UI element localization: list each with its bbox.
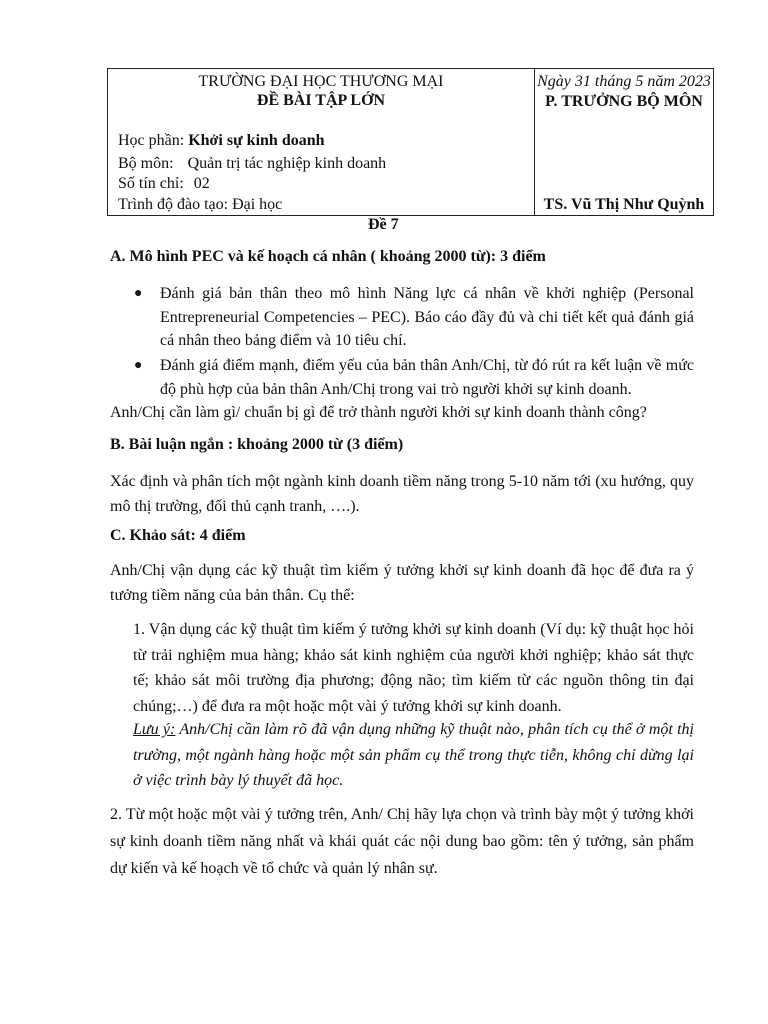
dept-head-title: P. TRƯỞNG BỘ MÔN (545, 93, 703, 110)
credits-value: 02 (193, 175, 210, 192)
header-left-cell (108, 69, 535, 215)
section-c-item-1: 1. Vận dụng các kỹ thuật tìm kiếm ý tưởng khởi sự kinh doanh (Ví dụ: kỹ thuật học hỏi từ trải nghiệm mua hàng; khảo sát kinh nghiệm của người khởi nghiệp; khảo sát thực tế; khảo sát môi trường địa phương; động não; tìm kiếm từ các nguồn thông tin đại chúng;…) để đưa ra một hoặc một vài ý tưởng khởi sự kinh doanh. (133, 621, 694, 715)
section-c-note (133, 717, 694, 794)
training-level-value: Đại học (232, 196, 283, 213)
section-c-heading: C. Khảo sát: 4 điểm (110, 527, 246, 544)
department-value: Quản trị tác nghiệp kinh doanh (187, 155, 387, 172)
course-line (118, 131, 325, 151)
section-c-item-2: 2. Từ một hoặc một vài ý tưởng trên, Anh/ Chị hãy lựa chọn và trình bày một ý tưởng khởi sự kinh doanh tiềm năng nhất và khái quát các nội dung bao gồm: tên ý tưởng, sản phẩm dự kiến và kế hoạch về tổ chức và quản lý nhân sự. (110, 806, 694, 877)
school-name: TRƯỜNG ĐẠI HỌC THƯƠNG MẠI (198, 73, 444, 90)
exam-number: Đề 7 (368, 216, 399, 233)
signer-name: TS. Vũ Thị Như Quỳnh (543, 196, 705, 213)
credits-label: Số tín chỉ: (118, 175, 184, 192)
section-a-heading: A. Mô hình PEC và kế hoạch cá nhân ( khoảng 2000 từ): 3 điểm (110, 248, 546, 265)
issue-date: Ngày 31 tháng 5 năm 2023 (537, 73, 711, 90)
bullet-icon: ● (134, 286, 143, 301)
training-level-line (118, 195, 282, 215)
bullet-icon: ● (134, 358, 143, 373)
credits-line (118, 174, 210, 194)
bullet-text: Đánh giá điểm mạnh, điểm yếu của bản thân Anh/Chị, từ đó rút ra kết luận về mức độ phù hợp của bản thân Anh/Chị trong vai trò người khởi sự kinh doanh. (160, 357, 694, 398)
section-b-heading: B. Bài luận ngắn : khoảng 2000 từ (3 điểm) (110, 436, 404, 453)
document-title: ĐỀ BÀI TẬP LỚN (256, 92, 386, 109)
course-label: Học phần: (118, 132, 189, 149)
course-value: Khởi sự kinh doanh (188, 132, 325, 149)
section-c-intro: Anh/Chị vận dụng các kỹ thuật tìm kiếm ý tưởng khởi sự kinh doanh đã học để đưa ra ý tưởng tiềm năng của bản thân. Cụ thể: (110, 562, 694, 604)
department-line (118, 154, 386, 174)
header-table (107, 68, 714, 216)
section-b-text: Xác định và phân tích một ngành kinh doanh tiềm năng trong 5-10 năm tới (xu hướng, quy mô thị trường, đối thủ cạnh tranh, ….). (110, 473, 694, 515)
department-label: Bộ môn: (118, 155, 174, 172)
training-level-label: Trình độ đào tạo: (118, 196, 233, 213)
section-a-closing: Anh/Chị cần làm gì/ chuẩn bị gì để trở thành người khởi sự kinh doanh thành công? (110, 404, 647, 421)
note-label: Lưu ý: (133, 721, 176, 738)
header-right-cell (535, 69, 713, 215)
bullet-text: Đánh giá bản thân theo mô hình Năng lực cá nhân về khởi nghiệp (Personal Entrepreneurial Competencies – PEC). Báo cáo đầy đủ và chi tiết kết quả đánh giá cá nhân theo bảng điểm và 10 tiêu chí. (160, 285, 694, 349)
note-text: Anh/Chị cần làm rõ đã vận dụng những kỹ thuật nào, phân tích cụ thể ở một thị trường, một ngành hàng hoặc một sản phẩm cụ thể trong thực tiễn, không chỉ dừng lại ở việc trình bày lý thuyết đã học. (133, 721, 694, 789)
